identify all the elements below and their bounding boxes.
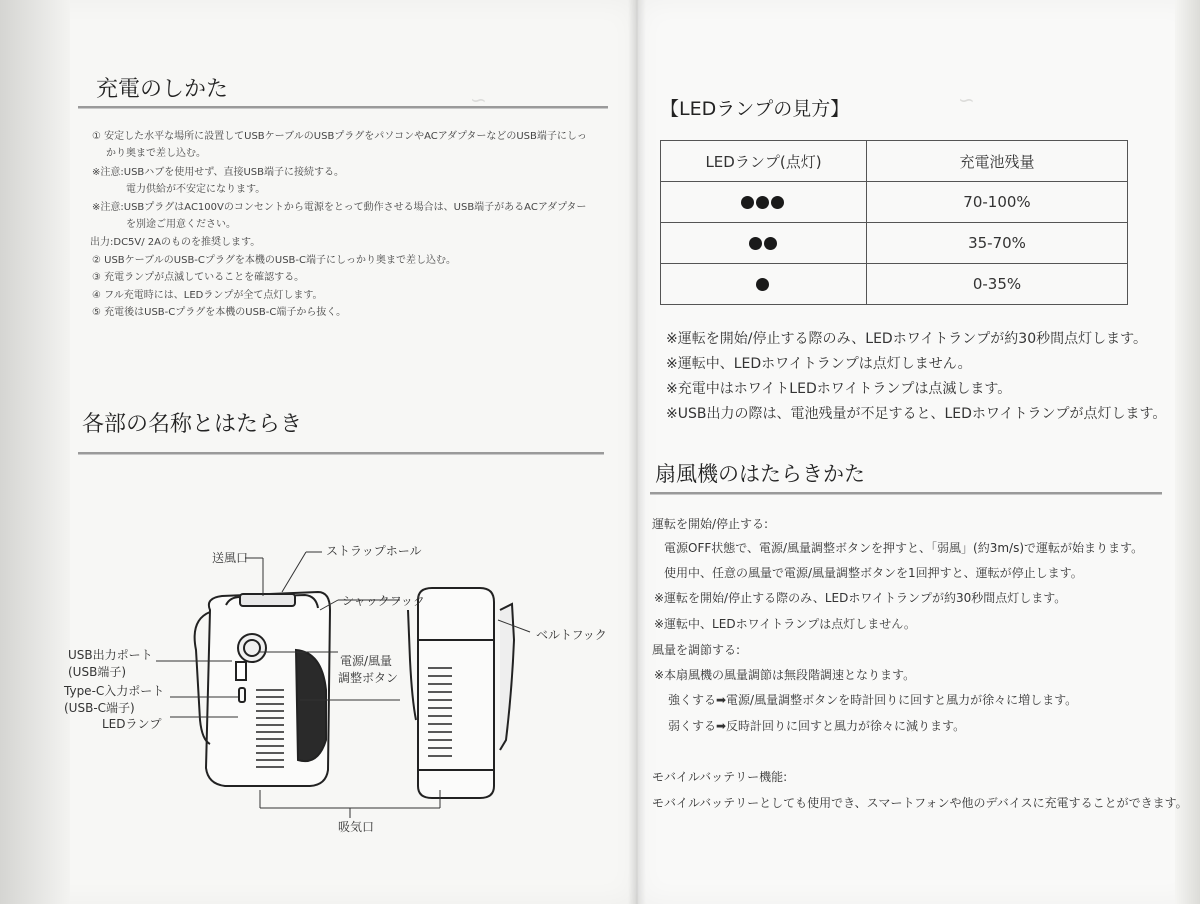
led-value: 0-35% xyxy=(867,264,1128,305)
op-note-lamp-off: ※運転中、LEDホワイトランプは点灯しません。 xyxy=(654,617,916,631)
label-usb-output-sub: (USB端子) xyxy=(68,665,126,679)
op-battery-heading: モバイルバッテリー機能: xyxy=(652,770,788,784)
charging-step-5: ⑤ 充電後はUSB-Cプラグを本機のUSB-C端子から抜く。 xyxy=(92,307,347,318)
led-value: 35-70% xyxy=(867,223,1128,264)
led-header-battery: 充電池残量 xyxy=(867,141,1128,182)
led-dots-2 xyxy=(661,223,867,264)
operation-title: 扇風機のはたらきかた xyxy=(655,462,865,486)
charging-note-2: ※注意:USBプラグはAC100Vのコンセントから電源をとって動作させる場合は、USB端子があるACアダプター xyxy=(92,202,587,213)
led-note-2: ※運転中、LEDホワイトランプは点灯しません。 xyxy=(666,356,972,372)
label-vent: 送風口 xyxy=(212,551,249,565)
op-line-stop: 使用中、任意の風量で電源/風量調整ボタンを1回押すと、運転が停止します。 xyxy=(664,566,1083,580)
led-title: 【LEDランプの見方】 xyxy=(660,98,850,120)
label-air-intake: 吸気口 xyxy=(338,820,375,834)
led-dots-1 xyxy=(661,264,867,305)
op-note-stepless: ※本扇風機の風量調節は無段階調速となります。 xyxy=(654,668,916,682)
charging-step-1: ① 安定した水平な場所に設置してUSBケーブルのUSBプラグをパソコンやACアダプターなどのUSB端子にしっ xyxy=(92,131,587,142)
led-row xyxy=(661,182,1128,223)
charging-title: 充電のしかた xyxy=(96,77,229,102)
led-note-1: ※運転を開始/停止する際のみ、LEDホワイトランプが約30秒間点灯します。 xyxy=(666,331,1147,347)
op-battery-line: モバイルバッテリーとしても使用でき、スマートフォンや他のデバイスに充電することができます。 xyxy=(652,796,1188,810)
label-belt-hook: ベルトフック xyxy=(536,628,607,642)
charging-note-1: ※注意:USBハブを使用せず、直接USB端子に接続する。 xyxy=(92,167,345,178)
charging-step-2: ② USBケーブルのUSB-Cプラグを本機のUSB-C端子にしっかり奥まで差し込む。 xyxy=(92,255,457,266)
charging-note-2-cont: を別途ご用意ください。 xyxy=(126,219,236,230)
led-table xyxy=(660,140,1128,305)
bleed-through-text-right: ~ xyxy=(958,88,975,112)
op-line-stronger: 強くする➡電源/風量調整ボタンを時計回りに回すと風力が徐々に増します。 xyxy=(668,693,1078,707)
label-power-button: 電源/風量 xyxy=(340,654,393,668)
led-table-header xyxy=(661,141,1128,182)
label-typec-input-sub: (USB-C端子) xyxy=(64,701,135,715)
led-row xyxy=(661,264,1128,305)
led-row xyxy=(661,223,1128,264)
op-note-lamp-on: ※運転を開始/停止する際のみ、LEDホワイトランプが約30秒間点灯します。 xyxy=(654,591,1067,605)
label-shackle-hook: シャックフック xyxy=(342,594,425,608)
label-power-button-sub: 調整ボタン xyxy=(338,671,399,685)
parts-title: 各部の名称とはたらき xyxy=(82,412,303,437)
led-note-4: ※USB出力の際は、電池残量が不足すると、LEDホワイトランプが点灯します。 xyxy=(666,406,1167,422)
label-usb-output: USB出力ポート xyxy=(68,648,153,662)
label-led-lamp: LEDランプ xyxy=(102,717,162,731)
led-value: 70-100% xyxy=(867,182,1128,223)
right-page-edge xyxy=(1175,0,1200,904)
charging-step-1-cont: かり奥まで差し込む。 xyxy=(106,148,206,159)
op-line-weaker: 弱くする➡反時計回りに回すと風力が徐々に減ります。 xyxy=(668,719,966,733)
op-airflow-heading: 風量を調節する: xyxy=(652,643,741,657)
operation-title-rule xyxy=(650,492,1162,495)
led-header-lamp: LEDランプ(点灯) xyxy=(661,141,867,182)
label-strap-hole: ストラップホール xyxy=(326,544,422,558)
op-line-power-on: 電源OFF状態で、電源/風量調整ボタンを押すと、「弱風」(約3m/s)で運転が始まります。 xyxy=(664,541,1144,555)
charging-step-3: ③ 充電ランプが点滅していることを確認する。 xyxy=(92,272,305,283)
led-dots-3 xyxy=(661,182,867,223)
op-start-stop-heading: 運転を開始/停止する: xyxy=(652,517,769,531)
label-typec-input: Type-C入力ポート xyxy=(64,684,165,698)
charging-step-4: ④ フル充電時には、LEDランプが全て点灯します。 xyxy=(92,290,323,301)
bleed-through-text: ~ xyxy=(470,88,487,112)
charging-note-1-cont: 電力供給が不安定になります。 xyxy=(126,184,266,195)
led-note-3: ※充電中はホワイトLEDホワイトランプは点滅します。 xyxy=(666,381,1012,397)
charging-output: 出力:DC5V/ 2Aのものを推奨します。 xyxy=(90,237,261,248)
